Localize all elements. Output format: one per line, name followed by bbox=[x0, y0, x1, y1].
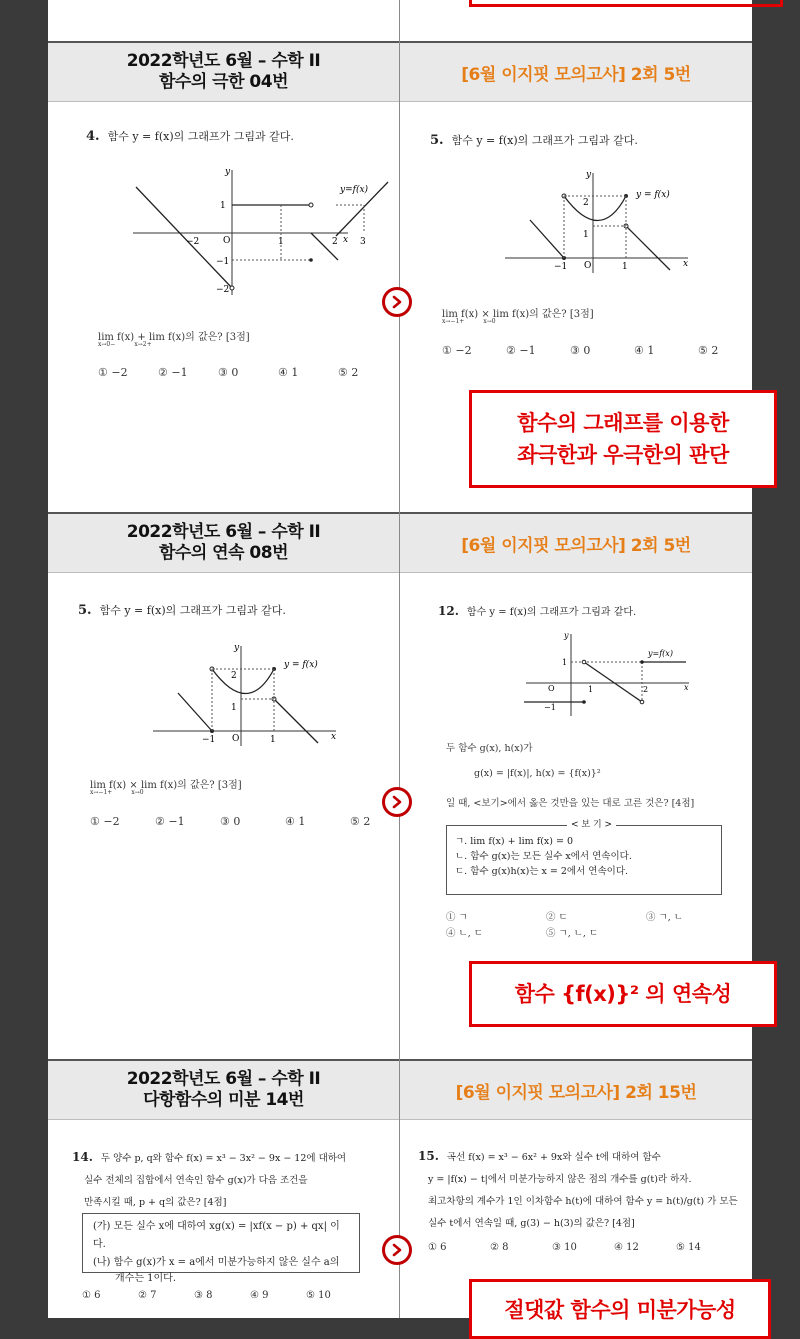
svg-text:1: 1 bbox=[622, 262, 628, 272]
row-2-right-choices bbox=[446, 910, 746, 942]
row-1-left-title bbox=[48, 43, 399, 101]
choice-3: ③ 0 bbox=[218, 366, 239, 379]
svg-text:1: 1 bbox=[588, 685, 594, 694]
row-2-note-line1: 함수 {f(x)}² 의 연속성 bbox=[514, 982, 732, 1006]
problem-number: 4. bbox=[86, 129, 100, 144]
row-2-note-box bbox=[469, 961, 777, 1027]
choice-3: ③ 0 bbox=[570, 344, 591, 357]
choice-1: ① −2 bbox=[90, 815, 120, 828]
choice-5: ⑤ 2 bbox=[338, 366, 359, 379]
bogi-item-3: ㄷ. 함수 g(x)h(x)는 x = 2에서 연속이다. bbox=[455, 866, 629, 877]
choice-4: ④ ㄴ, ㄷ bbox=[446, 928, 483, 939]
row-2-left-title bbox=[48, 514, 399, 572]
choice-2: ② ㄷ bbox=[546, 912, 568, 923]
row-1-note-box bbox=[469, 390, 777, 488]
choice-5: ⑤ ㄱ, ㄴ, ㄷ bbox=[546, 928, 599, 939]
condition-1: (가) 모든 실수 x에 대하여 xg(x) = |xf(x − p) + qx| 이다. bbox=[93, 1221, 340, 1250]
row-1-left-title-line1: 2022학년도 6월 – 수학 II bbox=[126, 51, 321, 71]
problem-line2: y = |f(x) − t|에서 미분가능하지 않은 점의 개수를 g(t)라 하자. bbox=[428, 1174, 692, 1185]
origin-label: O bbox=[232, 734, 240, 744]
row-2-right-line2: 두 함수 g(x), h(x)가 bbox=[446, 743, 533, 754]
problem-number: 5. bbox=[78, 603, 92, 618]
axis-y-label: y bbox=[586, 170, 592, 180]
choice-3: ③ 10 bbox=[552, 1242, 577, 1253]
problem-line1: 두 양수 p, q와 함수 f(x) = x³ − 3x² − 9x − 12에 대하여 bbox=[100, 1153, 347, 1164]
choice-1: ① −2 bbox=[442, 344, 472, 357]
axis-y-label: y bbox=[564, 631, 569, 640]
svg-text:1: 1 bbox=[583, 230, 589, 240]
svg-text:−1: −1 bbox=[216, 257, 230, 267]
svg-text:1: 1 bbox=[231, 703, 237, 713]
row-1-left-expression bbox=[98, 328, 250, 348]
row-1-left-choices bbox=[98, 366, 358, 379]
problem-line4: 실수 t에서 연속일 때, g(3) − h(3)의 값은? [4점] bbox=[428, 1218, 635, 1229]
svg-text:−1: −1 bbox=[202, 735, 216, 745]
choice-3: ③ ㄱ, ㄴ bbox=[646, 912, 683, 923]
choice-4: ④ 1 bbox=[278, 366, 299, 379]
problem-number: 14. bbox=[72, 1150, 93, 1164]
axis-y-label: y bbox=[234, 643, 240, 653]
choice-5: ⑤ 10 bbox=[306, 1290, 331, 1301]
svg-text:1: 1 bbox=[278, 237, 284, 247]
choice-2: ② 8 bbox=[490, 1242, 509, 1253]
axis-y-label: y bbox=[225, 167, 231, 177]
row-1-right-title: [6월 이지핏 모의고사] 2회 5번 bbox=[461, 64, 691, 85]
row-3-left-title bbox=[48, 1061, 399, 1119]
problem-line2: 실수 전체의 집합에서 연속인 함수 g(x)가 다음 조건을 bbox=[84, 1175, 308, 1186]
row-2-right-title: [6월 이지핏 모의고사] 2회 5번 bbox=[461, 535, 691, 556]
graph-b2-curve-label: y = f(x) bbox=[284, 660, 318, 670]
choice-1: ① ㄱ bbox=[446, 912, 468, 923]
svg-text:1: 1 bbox=[562, 658, 568, 667]
row-3-note-box bbox=[469, 1279, 771, 1339]
row-3-right-title: [6월 이지핏 모의고사] 2회 15번 bbox=[455, 1082, 697, 1103]
column-divider bbox=[399, 0, 400, 1318]
svg-text:−1: −1 bbox=[554, 262, 568, 272]
expression-sub1: x→−1+ bbox=[90, 789, 113, 796]
axis-x-label: x bbox=[683, 259, 689, 269]
row-1-right-stem bbox=[430, 132, 638, 148]
bogi-caption: < 보 기 > bbox=[567, 818, 616, 833]
choice-4: ④ 1 bbox=[634, 344, 655, 357]
row-1-right-choices bbox=[442, 344, 718, 357]
expression-text: lim f(x) + lim f(x)의 값은? [3점] bbox=[98, 332, 250, 343]
row-3-note-line1: 절댓값 함수의 미분가능성 bbox=[504, 1298, 736, 1322]
comparison-sheet bbox=[48, 0, 752, 1322]
expression-text: lim f(x) × lim f(x)의 값은? [3점] bbox=[442, 309, 594, 320]
row-2-right-stem bbox=[438, 603, 636, 618]
chevron-right-circle-icon bbox=[382, 787, 412, 817]
row-2-bogi-box bbox=[446, 820, 722, 895]
graph-c-curve-label: y=f(x) bbox=[648, 649, 673, 658]
axis-x-label: x bbox=[343, 235, 349, 245]
row-3-left-choices bbox=[82, 1290, 331, 1301]
condition-2-cont: 개수는 1이다. bbox=[115, 1273, 177, 1284]
problem-stem: 함수 y = f(x)의 그래프가 그림과 같다. bbox=[107, 130, 294, 143]
axis-x-label: x bbox=[331, 732, 337, 742]
choice-1: ① 6 bbox=[82, 1290, 101, 1301]
expression-sub1: x→−1+ bbox=[442, 318, 465, 325]
svg-text:−1: −1 bbox=[544, 703, 556, 712]
expression-text: lim f(x) × lim f(x)의 값은? [3점] bbox=[90, 780, 242, 791]
svg-text:−2: −2 bbox=[216, 285, 230, 295]
row-2-left-stem bbox=[78, 602, 286, 618]
expression-sub2: x→0 bbox=[131, 789, 144, 796]
svg-text:2: 2 bbox=[231, 671, 237, 681]
svg-text:2: 2 bbox=[583, 198, 589, 208]
row-1-note-line1: 함수의 그래프를 이용한 bbox=[517, 411, 729, 435]
expression-sub2: x→2+ bbox=[134, 341, 152, 348]
svg-text:1: 1 bbox=[270, 735, 276, 745]
choice-4: ④ 12 bbox=[614, 1242, 639, 1253]
choice-1: ① −2 bbox=[98, 366, 128, 379]
svg-text:2: 2 bbox=[332, 237, 338, 247]
row-3-left-stem bbox=[72, 1146, 346, 1214]
choice-3: ③ 0 bbox=[220, 815, 241, 828]
bogi-item-1: ㄱ. lim f(x) + lim f(x) = 0 bbox=[455, 836, 574, 847]
row-3-right-choices bbox=[428, 1242, 701, 1253]
choice-2: ② −1 bbox=[158, 366, 188, 379]
choice-2: ② −1 bbox=[155, 815, 185, 828]
graph-a-curve-label: y=f(x) bbox=[340, 185, 369, 195]
problem-number: 5. bbox=[430, 133, 444, 148]
row-1-left-stem bbox=[86, 128, 294, 144]
choice-3: ③ 8 bbox=[194, 1290, 213, 1301]
row-1-right-expression bbox=[442, 305, 594, 325]
row-1-note-line2: 좌극한과 우극한의 판단 bbox=[517, 443, 729, 467]
graph-c bbox=[524, 628, 694, 718]
problem-line1: 곡선 f(x) = x³ − 6x² + 9x와 실수 t에 대하여 함수 bbox=[446, 1152, 661, 1163]
previous-note-box bbox=[469, 0, 783, 7]
choice-2: ② 7 bbox=[138, 1290, 157, 1301]
choice-5: ⑤ 2 bbox=[698, 344, 719, 357]
problem-stem: 함수 y = f(x)의 그래프가 그림과 같다. bbox=[466, 607, 637, 618]
svg-text:2: 2 bbox=[643, 685, 649, 694]
choice-1: ① 6 bbox=[428, 1242, 447, 1253]
row-2-left-expression bbox=[90, 776, 242, 796]
origin-label: O bbox=[584, 261, 592, 271]
choice-5: ⑤ 14 bbox=[676, 1242, 701, 1253]
chevron-right-circle-icon bbox=[382, 1235, 412, 1265]
svg-text:−2: −2 bbox=[186, 237, 200, 247]
row-2-header bbox=[48, 512, 752, 573]
axis-x-label: x bbox=[684, 683, 689, 692]
condition-2: (나) 함수 g(x)가 x = a에서 미분가능하지 않은 실수 a의 bbox=[93, 1257, 340, 1268]
problem-number: 15. bbox=[418, 1149, 439, 1163]
expression-sub2: x→0 bbox=[483, 318, 496, 325]
row-3-left-title-line2: 다항함수의 미분 14번 bbox=[143, 1090, 304, 1110]
svg-text:1: 1 bbox=[220, 201, 226, 211]
row-1-left-title-line2: 함수의 극한 04번 bbox=[158, 72, 289, 92]
problem-number: 12. bbox=[438, 604, 459, 618]
row-2-right-line4: 일 때, <보기>에서 옳은 것만을 있는 대로 고른 것은? [4점] bbox=[446, 798, 695, 809]
choice-4: ④ 9 bbox=[250, 1290, 269, 1301]
problem-stem: 함수 y = f(x)의 그래프가 그림과 같다. bbox=[99, 604, 286, 617]
row-3-left-title-line1: 2022학년도 6월 – 수학 II bbox=[126, 1069, 321, 1089]
row-1-header bbox=[48, 41, 752, 102]
graph-b2 bbox=[148, 638, 348, 748]
expression-sub1: x→0− bbox=[98, 341, 116, 348]
choice-4: ④ 1 bbox=[285, 815, 306, 828]
row-2-right-line3: g(x) = |f(x)|, h(x) = {f(x)}² bbox=[474, 768, 601, 779]
choice-2: ② −1 bbox=[506, 344, 536, 357]
graph-b1 bbox=[500, 165, 700, 275]
row-2-left-title-line2: 함수의 연속 08번 bbox=[158, 543, 289, 563]
svg-text:3: 3 bbox=[360, 237, 366, 247]
problem-line3: 만족시킬 때, p + q의 값은? [4점] bbox=[84, 1197, 227, 1208]
row-3-condition-box bbox=[82, 1213, 360, 1284]
origin-label: O bbox=[223, 236, 231, 246]
row-3-right-stem bbox=[418, 1145, 738, 1235]
graph-a bbox=[128, 160, 369, 300]
graph-b1-curve-label: y = f(x) bbox=[636, 190, 670, 200]
chevron-right-circle-icon bbox=[382, 287, 412, 317]
origin-label: O bbox=[548, 684, 555, 693]
row-3-header bbox=[48, 1059, 752, 1120]
problem-line3: 최고차항의 계수가 1인 이차함수 h(t)에 대하여 함수 y = h(t)/g(t) 가 모든 bbox=[428, 1196, 738, 1207]
choice-5: ⑤ 2 bbox=[350, 815, 371, 828]
bogi-item-2: ㄴ. 함수 g(x)는 모든 실수 x에서 연속이다. bbox=[455, 851, 632, 862]
problem-stem: 함수 y = f(x)의 그래프가 그림과 같다. bbox=[451, 134, 638, 147]
row-2-left-title-line1: 2022학년도 6월 – 수학 II bbox=[126, 522, 321, 542]
row-2-left-choices bbox=[90, 815, 370, 828]
